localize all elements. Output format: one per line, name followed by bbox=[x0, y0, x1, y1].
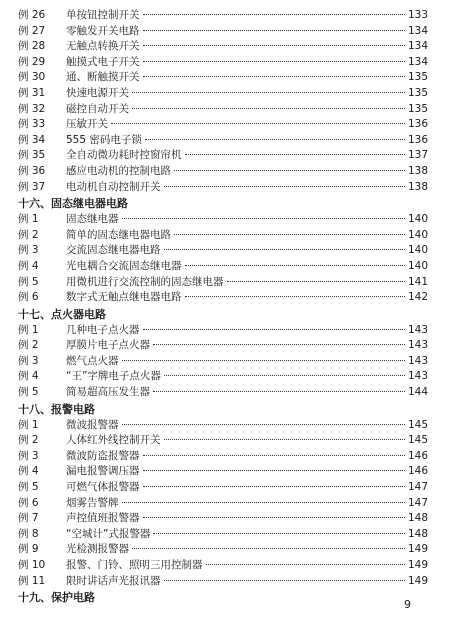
dot-leader bbox=[227, 281, 406, 282]
dot-leader bbox=[153, 344, 405, 345]
dot-leader bbox=[174, 234, 405, 235]
example-number: 例 26 bbox=[18, 9, 46, 21]
dot-leader bbox=[185, 296, 406, 297]
entry-page-number: 133 bbox=[408, 9, 429, 21]
example-number: 例 37 bbox=[18, 180, 46, 193]
example-number: 例 36 bbox=[18, 164, 46, 177]
entry-page-number: 135 bbox=[408, 102, 429, 115]
entry-title: 漏电报警调压器 bbox=[66, 465, 140, 478]
example-number: 例 2 bbox=[18, 339, 39, 352]
dot-leader bbox=[143, 455, 406, 456]
example-number: 例 8 bbox=[18, 527, 39, 540]
entry-title: 触摸式电子开关 bbox=[66, 55, 140, 68]
example-number: 例 10 bbox=[18, 559, 46, 571]
toc-entry bbox=[18, 24, 428, 40]
entry-page-number: 149 bbox=[408, 559, 429, 571]
entry-title: 电动机自动控制开关 bbox=[66, 180, 161, 193]
toc-entry bbox=[18, 511, 428, 527]
entry-page-number: 143 bbox=[408, 323, 429, 336]
toc-entry bbox=[18, 433, 428, 449]
entry-title: 光电耦合交流固态继电器 bbox=[66, 259, 182, 272]
entry-page-number: 134 bbox=[408, 55, 429, 68]
toc-entry bbox=[18, 558, 428, 574]
toc-entry bbox=[18, 180, 428, 196]
toc-entry bbox=[18, 496, 428, 512]
entry-page-number: 134 bbox=[408, 24, 429, 37]
entry-title: 微波报警器 bbox=[66, 418, 119, 431]
entry-title: 简单的固态继电器电路 bbox=[66, 228, 171, 241]
entry-page-number: 149 bbox=[408, 543, 429, 556]
entry-page-number: 143 bbox=[408, 339, 429, 352]
example-number: 例 35 bbox=[18, 149, 46, 162]
example-number: 例 30 bbox=[18, 71, 46, 84]
entry-title: 全自动微功耗时控窗帘机 bbox=[66, 149, 182, 162]
dot-leader bbox=[143, 470, 406, 471]
entry-title: 几种电子点火器 bbox=[66, 323, 140, 336]
example-number: 例 34 bbox=[18, 133, 46, 146]
entry-title: 可燃气体报警器 bbox=[66, 481, 140, 494]
entry-title: 交流固态继电器电路 bbox=[66, 244, 161, 257]
entry-page-number: 148 bbox=[408, 527, 429, 540]
dot-leader bbox=[143, 329, 406, 330]
example-number: 例 27 bbox=[18, 24, 46, 37]
entry-title: 微波防盗报警器 bbox=[66, 449, 140, 462]
example-number: 例 29 bbox=[18, 55, 46, 68]
entry-page-number: 143 bbox=[408, 370, 429, 383]
dot-leader bbox=[132, 548, 405, 549]
example-number: 例 33 bbox=[18, 118, 46, 131]
entry-title: 光检测报警器 bbox=[66, 543, 129, 556]
dot-leader bbox=[143, 486, 406, 487]
entry-page-number: 135 bbox=[408, 86, 429, 99]
toc-entry bbox=[18, 133, 428, 149]
dot-leader bbox=[164, 249, 406, 250]
example-number: 例 2 bbox=[18, 228, 39, 241]
entry-page-number: 146 bbox=[408, 449, 429, 462]
entry-page-number: 140 bbox=[408, 259, 429, 272]
entry-page-number: 143 bbox=[408, 354, 429, 367]
entry-title: 单按钮控制开关 bbox=[66, 9, 140, 21]
entry-title: 燃气点火器 bbox=[66, 354, 119, 367]
dot-leader bbox=[143, 14, 406, 15]
dot-leader bbox=[143, 45, 406, 46]
table-of-contents bbox=[18, 8, 428, 606]
entry-title: 压敏开关 bbox=[66, 118, 108, 131]
entry-page-number: 147 bbox=[408, 481, 429, 494]
dot-leader bbox=[206, 564, 406, 565]
entry-title: 烟雾告警牌 bbox=[66, 496, 119, 509]
example-number: 例 1 bbox=[18, 323, 39, 336]
example-number: 例 11 bbox=[18, 574, 46, 587]
example-number: 例 32 bbox=[18, 102, 46, 115]
section-heading: 十七、点火器电路 bbox=[18, 307, 106, 321]
entry-title: 简易超高压发生器 bbox=[66, 386, 150, 399]
dot-leader bbox=[143, 517, 406, 518]
entry-page-number: 140 bbox=[408, 244, 429, 257]
toc-entry bbox=[18, 55, 428, 71]
toc-entry bbox=[18, 354, 428, 370]
toc-entry bbox=[18, 102, 428, 118]
toc-entry bbox=[18, 86, 428, 102]
entry-page-number: 140 bbox=[408, 228, 429, 241]
dot-leader bbox=[185, 265, 406, 266]
entry-title: 声控值班报警器 bbox=[66, 512, 140, 525]
dot-leader bbox=[145, 139, 405, 140]
dot-leader bbox=[174, 170, 405, 171]
entry-title: 快速电源开关 bbox=[66, 86, 129, 99]
toc-entry bbox=[18, 323, 428, 339]
toc-entry bbox=[18, 117, 428, 133]
toc-entry bbox=[18, 148, 428, 164]
dot-leader bbox=[143, 61, 406, 62]
example-number: 例 5 bbox=[18, 481, 39, 494]
example-number: 例 5 bbox=[18, 386, 39, 399]
dot-leader bbox=[164, 375, 405, 376]
dot-leader bbox=[122, 424, 406, 425]
entry-title: 限时讲话声光报讯器 bbox=[66, 574, 161, 587]
dot-leader bbox=[164, 580, 406, 581]
toc-entry bbox=[18, 369, 428, 385]
dot-leader bbox=[143, 30, 406, 31]
entry-page-number: 138 bbox=[408, 180, 429, 193]
entry-title: 厚膜片电子点火器 bbox=[66, 339, 150, 352]
entry-title: 通、断触摸开关 bbox=[66, 71, 140, 84]
toc-entry bbox=[18, 385, 428, 401]
toc-entry bbox=[18, 290, 428, 306]
example-number: 例 6 bbox=[18, 496, 39, 509]
dot-leader bbox=[122, 218, 406, 219]
entry-page-number: 146 bbox=[408, 465, 429, 478]
entry-page-number: 136 bbox=[408, 133, 429, 146]
toc-entry bbox=[18, 574, 428, 590]
example-number: 例 2 bbox=[18, 434, 39, 447]
example-number: 例 31 bbox=[18, 86, 46, 99]
dot-leader bbox=[185, 154, 406, 155]
entry-title: “王”字牌电子点火器 bbox=[66, 370, 161, 383]
entry-page-number: 147 bbox=[408, 496, 429, 509]
toc-entry bbox=[18, 243, 428, 259]
entry-title: 人体红外线控制开关 bbox=[66, 434, 161, 447]
example-number: 例 4 bbox=[18, 259, 39, 272]
entry-page-number: 140 bbox=[408, 213, 429, 226]
toc-entry bbox=[18, 212, 428, 228]
toc-entry bbox=[18, 275, 428, 291]
dot-leader bbox=[122, 360, 406, 361]
entry-page-number: 145 bbox=[408, 418, 429, 431]
entry-page-number: 135 bbox=[408, 71, 429, 84]
dot-leader bbox=[164, 186, 406, 187]
example-number: 例 9 bbox=[18, 543, 39, 556]
dot-leader bbox=[153, 391, 405, 392]
dot-leader bbox=[164, 439, 406, 440]
example-number: 例 5 bbox=[18, 275, 39, 288]
entry-page-number: 138 bbox=[408, 164, 429, 177]
toc-entry bbox=[18, 542, 428, 558]
entry-page-number: 137 bbox=[408, 149, 429, 162]
section-heading: 十八、报警电路 bbox=[18, 402, 95, 416]
example-number: 例 28 bbox=[18, 40, 46, 53]
entry-page-number: 134 bbox=[408, 40, 429, 53]
page-number: 9 bbox=[404, 598, 411, 611]
example-number: 例 3 bbox=[18, 449, 39, 462]
toc-entry bbox=[18, 338, 428, 354]
entry-page-number: 149 bbox=[408, 574, 429, 587]
entry-page-number: 142 bbox=[408, 291, 429, 304]
entry-title: 感应电动机的控制电路 bbox=[66, 164, 171, 177]
example-number: 例 3 bbox=[18, 244, 39, 257]
toc-entry bbox=[18, 449, 428, 465]
toc-entry bbox=[18, 164, 428, 180]
dot-leader bbox=[143, 76, 406, 77]
toc-entry bbox=[18, 228, 428, 244]
example-number: 例 6 bbox=[18, 291, 39, 304]
entry-title: 零触发开关电路 bbox=[66, 24, 140, 37]
entry-page-number: 144 bbox=[408, 386, 429, 399]
dot-leader bbox=[132, 108, 405, 109]
entry-title: 用微机进行交流控制的固态继电器 bbox=[66, 275, 224, 288]
toc-entry bbox=[18, 39, 428, 55]
entry-title: 磁控自动开关 bbox=[66, 102, 129, 115]
example-number: 例 4 bbox=[18, 370, 39, 383]
dot-leader bbox=[132, 92, 405, 93]
toc-entry bbox=[18, 418, 428, 434]
dot-leader bbox=[122, 502, 406, 503]
toc-entry bbox=[18, 70, 428, 86]
toc-entry bbox=[18, 480, 428, 496]
entry-page-number: 148 bbox=[408, 512, 429, 525]
entry-title: 555 密码电子锁 bbox=[66, 133, 142, 146]
example-number: 例 1 bbox=[18, 418, 39, 431]
example-number: 例 4 bbox=[18, 465, 39, 478]
entry-title: 无触点转换开关 bbox=[66, 40, 140, 53]
dot-leader bbox=[153, 533, 405, 534]
entry-title: 固态继电器 bbox=[66, 213, 119, 226]
entry-page-number: 145 bbox=[408, 434, 429, 447]
example-number: 例 3 bbox=[18, 354, 39, 367]
entry-title: 报警、门铃、照明三用控制器 bbox=[66, 559, 203, 571]
toc-entry bbox=[18, 259, 428, 275]
section-heading: 十九、保护电路 bbox=[18, 591, 95, 605]
entry-page-number: 141 bbox=[408, 275, 429, 288]
example-number: 例 1 bbox=[18, 213, 39, 226]
toc-entry bbox=[18, 527, 428, 543]
entry-title: 数字式无触点继电器电路 bbox=[66, 291, 182, 304]
dot-leader bbox=[111, 123, 405, 124]
entry-title: “空城计”式报警器 bbox=[66, 527, 151, 540]
toc-entry bbox=[18, 8, 428, 24]
section-heading: 十六、固态继电器电路 bbox=[18, 197, 128, 211]
example-number: 例 7 bbox=[18, 512, 39, 525]
toc-entry bbox=[18, 464, 428, 480]
entry-page-number: 136 bbox=[408, 118, 429, 131]
